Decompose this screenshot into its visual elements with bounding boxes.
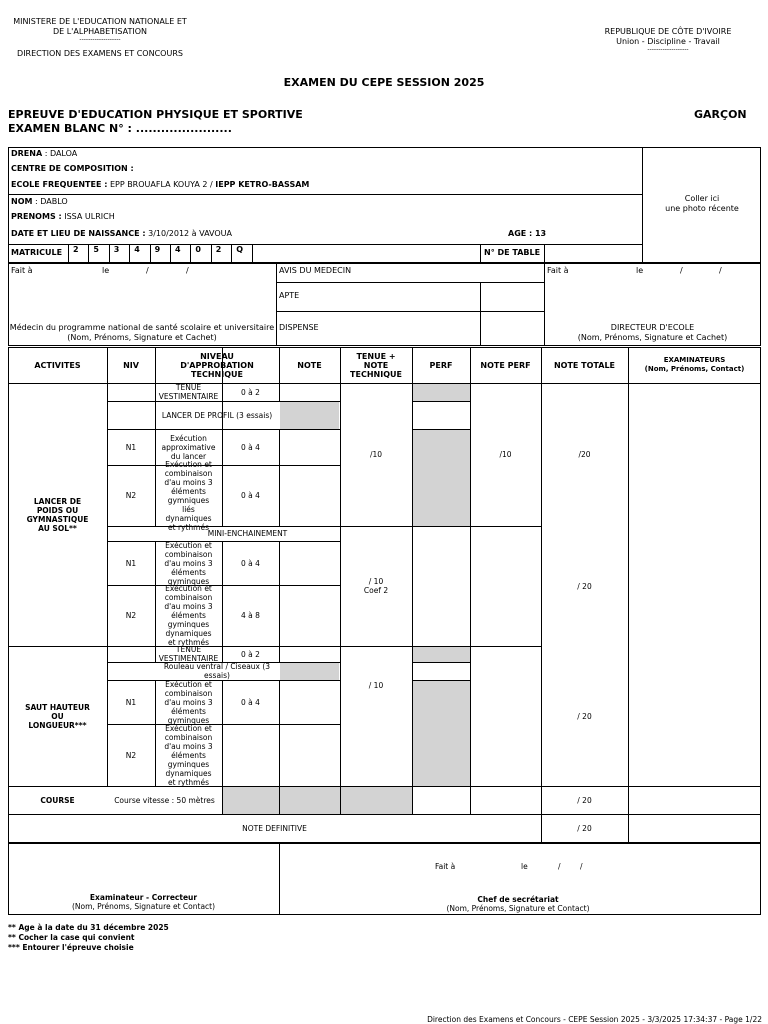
- matricule-char: 4: [170, 244, 190, 263]
- slash: /: [558, 862, 561, 871]
- ministry-line2: DE L'ALPHABETISATION: [52, 27, 148, 36]
- header-niveau-approbation: NIVEAU D'APPROBATION TECHNIQUE: [180, 351, 254, 379]
- ecole-field: ECOLE FREQUENTEE : EPP BROUAFLA KOUYA 2 / IEPP KETRO-BASSAM: [11, 180, 310, 189]
- directeur-caption: DIRECTEUR D'ECOLE (Nom, Prénoms, Signature et Cachet): [577, 323, 728, 342]
- range: 0 à 4: [241, 442, 260, 452]
- avis-medecin-label: AVIS DU MEDECIN: [279, 266, 352, 275]
- matricule-char: 2: [211, 244, 231, 263]
- slash: /: [186, 266, 189, 275]
- slash: /: [146, 266, 149, 275]
- header-note-perf: NOTE PERF: [480, 360, 531, 370]
- note-totale-score: / 20: [577, 711, 592, 721]
- drena-field: DRENA : DALOA: [11, 149, 78, 158]
- niv-n2: N2: [125, 491, 137, 500]
- note-definitive-score: / 20: [577, 824, 592, 833]
- criteria-label: Exécution et combinaison d'au moins 3 éléments gyminques dynamiques et rythmés: [164, 584, 213, 647]
- footnotes: ** Age à la date du 31 décembre 2025 ** Cocher la case qui convient *** Entourer l'épreuve choisie: [8, 923, 169, 952]
- criteria-label: Exécution et combinaison d'au moins 3 éléments gymniques liés dynamiques et rythmés: [164, 459, 213, 532]
- header-activites: ACTIVITES: [34, 360, 81, 370]
- niv-n1: N1: [125, 697, 137, 707]
- niv-n1: N1: [125, 442, 137, 452]
- note-perf-score: /10: [499, 450, 512, 459]
- header-tenue-note-technique: TENUE + NOTE TECHNIQUE: [350, 351, 402, 379]
- matricule-char: 2: [68, 244, 88, 263]
- range: 4 à 8: [241, 611, 260, 620]
- age-field: AGE : 13: [508, 229, 547, 238]
- republic-header: [568, 27, 768, 53]
- header-note-totale: NOTE TOTALE: [553, 360, 616, 370]
- note-totale-score: / 20: [577, 581, 592, 591]
- examinateur-caption: Examinateur - Correcteur (Nom, Prénoms, Signature et Contact): [71, 893, 216, 911]
- rouleau-label: Rouleau ventral / Ciseaux (3 essais): [163, 662, 271, 680]
- lancer-profil-label: LANCER DE PROFIL (3 essais): [161, 410, 273, 420]
- niv-n2: N2: [125, 750, 137, 760]
- examen-blanc-label: EXAMEN BLANC N° : .......................: [8, 122, 232, 135]
- motto-label: Union - Discipline - Travail: [616, 37, 720, 46]
- header-examinateurs: EXAMINATEURS (Nom, Prénoms, Contact): [644, 356, 745, 373]
- gender-label: GARÇON: [694, 108, 747, 121]
- matricule-char: Q: [231, 244, 251, 263]
- le-bottom: le: [521, 862, 528, 871]
- mini-enchainement-score: / 10 Coef 2: [363, 577, 389, 595]
- range: 0 à 4: [241, 491, 260, 500]
- page-footer: Direction des Examens et Concours - CEPE Session 2025 - 3/3/2025 17:34:37 - Page 1/22: [427, 1015, 762, 1024]
- le-left: le: [102, 266, 110, 275]
- direction-label: DIRECTION DES EXAMENS ET CONCOURS: [17, 49, 183, 58]
- activity-saut: SAUT HAUTEUR OU LONGUEUR***: [25, 702, 90, 730]
- le-right: le: [636, 266, 644, 275]
- activity-course: COURSE: [40, 795, 75, 805]
- fait-left: Fait à: [11, 266, 33, 275]
- niv-n1: N1: [125, 558, 137, 568]
- matricule-char: 5: [88, 244, 108, 263]
- mini-enchainement-label: MINI-ENCHAINEMENT: [207, 529, 288, 538]
- ministry-line1: MINISTERE DE L'EDUCATION NATIONALE ET: [13, 17, 187, 26]
- criteria-label: Exécution approximative du lancer: [161, 433, 216, 461]
- slash: /: [580, 862, 583, 871]
- photo-placeholder: Coller ici une photo récente: [665, 194, 739, 213]
- note-totale-score: /20: [578, 450, 591, 459]
- exam-title: EXAMEN DU CEPE SESSION 2025: [283, 76, 485, 89]
- tenue-note-score: /10: [369, 450, 383, 459]
- note-totale-score: / 20: [577, 795, 592, 805]
- chef-caption: Chef de secrétariat (Nom, Prénoms, Signature et Contact): [446, 895, 590, 913]
- matricule-label: MATRICULE: [11, 248, 63, 257]
- range: 0 à 2: [241, 649, 260, 659]
- header-niv: NIV: [123, 360, 139, 370]
- matricule-char: 3: [109, 244, 129, 263]
- tenue-label: TENUE VESTIMENTAIRE: [158, 383, 219, 401]
- apte-checkbox[interactable]: [481, 283, 543, 310]
- header-note: NOTE: [297, 360, 322, 370]
- fait-bottom: Fait à: [435, 862, 456, 871]
- matricule-char: 9: [150, 244, 170, 263]
- note-definitive-label: NOTE DEFINITIVE: [242, 824, 307, 833]
- motto-dots: -------------------: [647, 46, 689, 53]
- range: 0 à 4: [241, 697, 260, 707]
- criteria-label: Exécution et combinaison d'au moins 3 éléments gyminques: [164, 679, 213, 725]
- slash: /: [719, 266, 722, 275]
- naissance-field: DATE ET LIEU DE NAISSANCE : 3/10/2012 à VAVOUA: [11, 229, 233, 238]
- range: 0 à 4: [241, 558, 260, 568]
- course-vitesse-label: Course vitesse : 50 mètres: [114, 795, 215, 805]
- medecin-caption: Médecin du programme national de santé scolaire et universitaire (Nom, Prénoms, Signature et Cachet): [9, 323, 275, 342]
- dispense-label: DISPENSE: [279, 323, 319, 332]
- nom-field: NOM : DABLO: [11, 197, 68, 206]
- ministry-header: [0, 17, 200, 59]
- matricule-end-line: [252, 244, 253, 263]
- fait-right: Fait à: [547, 266, 569, 275]
- criteria-label: Exécution et combinaison d'au moins 3 éléments gyminques dynamiques et rythmés: [164, 723, 213, 787]
- tenue-label: TENUE VESTIMENTAIRE: [158, 645, 219, 663]
- dispense-checkbox[interactable]: [481, 312, 543, 345]
- republic-label: REPUBLIQUE DE CÔTE D'IVOIRE: [604, 27, 732, 36]
- header-perf: PERF: [429, 360, 453, 370]
- matricule-char: 4: [129, 244, 149, 263]
- range: 0 à 2: [241, 387, 260, 397]
- activity-lancer: LANCER DE POIDS OU GYMNASTIQUE AU SOL**: [26, 496, 89, 533]
- matricule-char: 0: [190, 244, 210, 263]
- ministry-dots: -------------------: [79, 36, 121, 43]
- epreuve-title: EPREUVE D'EDUCATION PHYSIQUE ET SPORTIVE: [8, 108, 303, 121]
- slash: /: [680, 266, 683, 275]
- apte-label: APTE: [279, 291, 300, 300]
- prenoms-field: PRENOMS : ISSA ULRICH: [11, 212, 115, 221]
- saut-score: / 10: [368, 680, 384, 690]
- table-number-label: N° DE TABLE: [484, 248, 541, 257]
- centre-field: CENTRE DE COMPOSITION :: [11, 164, 134, 173]
- criteria-label: Exécution et combinaison d'au moins 3 éléments gyminques: [164, 540, 213, 586]
- niv-n2: N2: [125, 611, 137, 620]
